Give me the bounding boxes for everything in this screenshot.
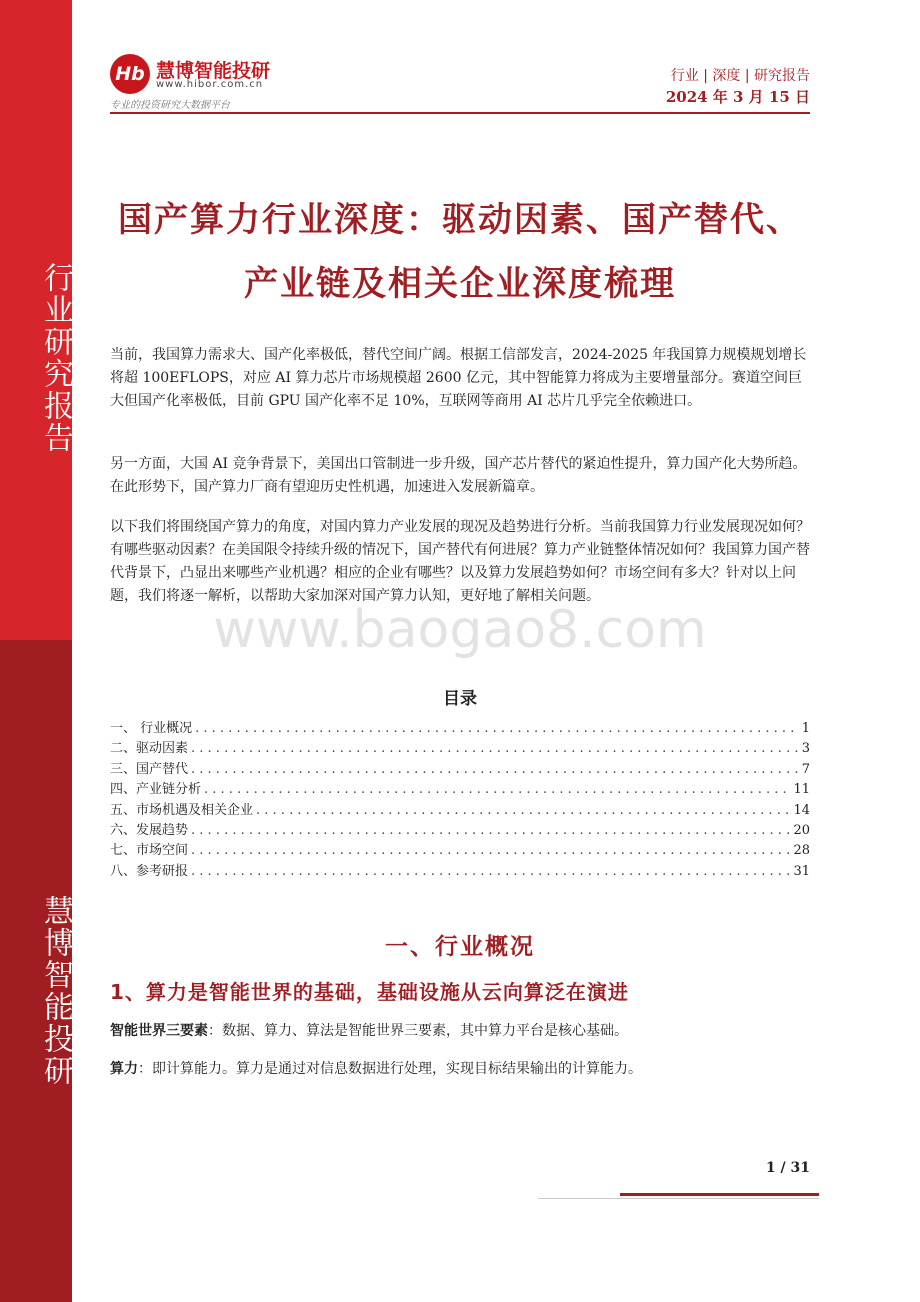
title-line-1: 国产算力行业深度：驱动因素、国产替代、 — [118, 200, 802, 240]
sidebar-label-brand: 慧博智能投研 — [38, 895, 73, 1087]
toc-item-label: 八、参考研报 — [110, 863, 189, 879]
toc-item-page: 7 — [801, 761, 810, 777]
report-date: 2024 年 3 月 15 日 — [665, 88, 810, 106]
toc-leader-dots — [191, 762, 799, 777]
toc-item-label: 三、国产替代 — [110, 761, 189, 777]
header-meta — [666, 66, 810, 108]
toc-leader-dots — [191, 843, 790, 858]
toc-leader-dots — [191, 741, 799, 756]
toc-item-label: 一、 行业概况 — [110, 721, 193, 736]
toc-leader-dots — [191, 823, 790, 838]
brand-tagline: 专业的投资研究大数据平台 — [110, 100, 230, 111]
toc-item[interactable] — [110, 819, 810, 839]
toc-item-label: 七、市场空间 — [110, 843, 189, 859]
toc-item[interactable] — [110, 737, 810, 757]
toc-item-page: 14 — [793, 802, 810, 818]
toc-item-page: 3 — [801, 741, 810, 757]
toc-item-page: 28 — [793, 843, 810, 859]
title-line-2: 产业链及相关企业深度梳理 — [244, 264, 676, 304]
intro-paragraph-2: 另一方面，大国 AI 竞争背景下，美国出口管制进一步升级，国产芯片替代的紧迫性提升，算力国产化大势所趋。在此形势下，国产算力厂商有望迎历史性机遇，加速进入发展新篇章。 — [110, 456, 807, 495]
definition-paragraph-1 — [110, 1020, 810, 1042]
toc-item[interactable] — [110, 799, 810, 819]
toc-title: 目录 — [443, 689, 477, 709]
table-of-contents — [110, 717, 810, 880]
toc-item-label: 二、驱动因素 — [110, 741, 189, 757]
header-divider — [110, 112, 810, 114]
section-heading: 一、行业概况 — [385, 934, 535, 960]
toc-item-page: 11 — [793, 782, 810, 798]
toc-item[interactable] — [110, 758, 810, 778]
report-category: 行业 | 深度 | 研究报告 — [670, 68, 810, 84]
definition-text: ：即计算能力。算力是通过对信息数据进行处理，实现目标结果输出的计算能力。 — [138, 1061, 642, 1077]
toc-item-label: 五、市场机遇及相关企业 — [110, 802, 254, 818]
toc-item-label: 四、产业链分析 — [110, 782, 202, 798]
toc-item-label: 六、发展趋势 — [110, 822, 189, 838]
toc-item[interactable] — [110, 778, 810, 798]
toc-leader-dots — [256, 803, 790, 818]
brand-url: www.hibor.com.cn — [156, 79, 264, 90]
brand-name: 慧博智能投研 — [156, 60, 271, 82]
sidebar-label-report-type: 行业研究报告 — [38, 262, 73, 454]
toc-item-page: 31 — [793, 863, 810, 879]
toc-item[interactable] — [110, 860, 810, 880]
toc-item[interactable] — [110, 839, 810, 859]
toc-item-page: 20 — [793, 822, 810, 838]
page-title — [110, 188, 810, 316]
footer-divider-thin — [538, 1198, 819, 1199]
subsection-heading: 1、算力是智能世界的基础，基础设施从云向算泛在演进 — [110, 980, 629, 1004]
watermark: www.baogao8.com — [213, 600, 707, 660]
definition-term: 算力 — [110, 1061, 138, 1077]
definition-text: ：数据、算力、算法是智能世界三要素，其中算力平台是核心基础。 — [208, 1023, 628, 1039]
toc-leader-dots — [191, 864, 790, 879]
intro-paragraph-1: 当前，我国算力需求大、国产化率极低，替代空间广阔。根据工信部发言，2024-2025 年我国算力规模规划增长将超 100EFLOPS，对应 AI 算力芯片市场规模超 2600 亿元，其中智能算力将成为主要增量部分。赛道空间巨大但国产化率极低，目前 GPU 国产化率不足 10%，互联网等商用 AI 芯片几乎完全依赖进口。 — [110, 347, 807, 409]
intro-paragraph-3: 以下我们将围绕国产算力的角度，对国内算力产业发展的现况及趋势进行分析。当前我国算力行业发展现况如何？有哪些驱动因素？在美国限令持续升级的情况下，国产替代有何进展？算力产业链整体情况如何？我国算力国产替代背景下，凸显出来哪些产业机遇？相应的企业有哪些？以及算力发展趋势如何？市场空间有多大？针对以上问题，我们将逐一解析，以帮助大家加深对国产算力认知，更好地了解相关问题。 — [110, 519, 810, 604]
footer-divider-thick — [620, 1193, 819, 1196]
page-number: 1 / 31 — [765, 1160, 810, 1176]
definition-paragraph-2 — [110, 1058, 810, 1080]
definition-term: 智能世界三要素 — [110, 1023, 208, 1039]
toc-leader-dots — [195, 721, 799, 736]
logo-mark-icon: Hb — [110, 54, 150, 94]
toc-item-page: 1 — [801, 721, 810, 736]
toc-item[interactable] — [110, 717, 810, 737]
toc-leader-dots — [204, 782, 790, 797]
